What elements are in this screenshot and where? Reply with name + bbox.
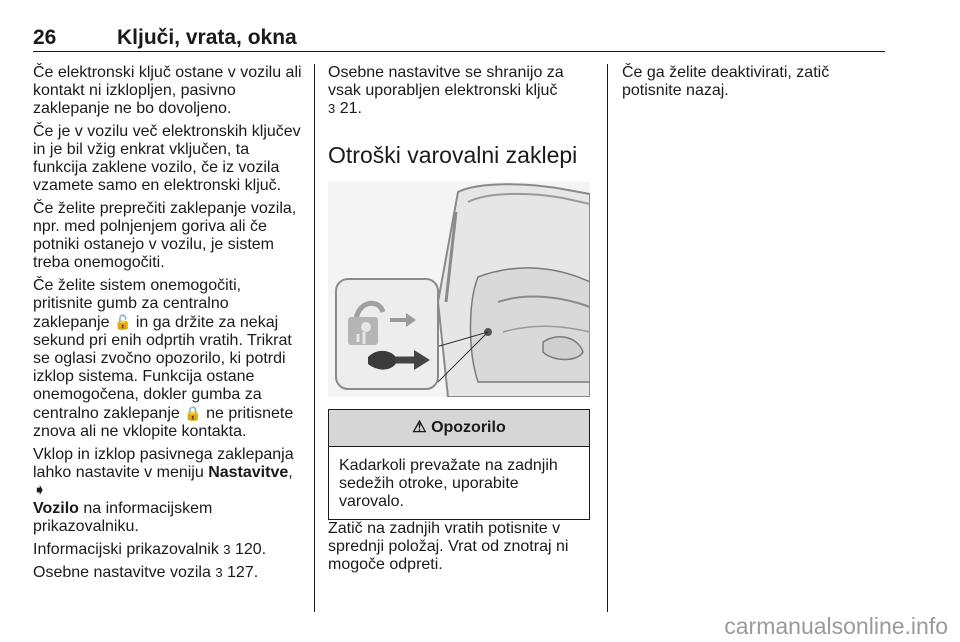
header-divider xyxy=(33,51,885,52)
column-2 xyxy=(328,64,596,579)
warning-header xyxy=(329,410,589,447)
page-ref-icon: 3 xyxy=(215,565,223,580)
paragraph xyxy=(33,446,303,536)
warning-icon: ⚠ xyxy=(412,419,427,436)
column-divider-1 xyxy=(314,64,315,612)
page-ref-icon: 3 xyxy=(328,101,336,116)
warning-text: Kadarkoli prevažate na zadnjih sedežih otroke, uporabite varovalo. xyxy=(339,457,558,510)
watermark: carmanualsonline.info xyxy=(724,613,948,639)
text: Informacijski prikazovalnik xyxy=(33,541,224,558)
warning-box xyxy=(328,409,590,520)
paragraph xyxy=(33,564,303,582)
column-1 xyxy=(33,64,303,587)
page-ref[interactable]: 21. xyxy=(339,100,362,117)
section-title: Ključi, vrata, okna xyxy=(117,26,297,49)
warning-title: Opozorilo xyxy=(431,419,506,436)
text: Osebne nastavitve vozila xyxy=(33,564,216,581)
page-header xyxy=(33,26,885,50)
page-ref[interactable]: 120. xyxy=(234,541,267,558)
menu-name-vehicle: Vozilo xyxy=(33,500,79,517)
paragraph: Zatič na zadnjih vratih potisnite v sprednji položaj. Vrat od znotraj ni mogoče odpreti. xyxy=(328,520,569,573)
paragraph xyxy=(328,64,596,118)
page-ref[interactable]: 127. xyxy=(227,564,259,581)
column-divider-2 xyxy=(607,64,608,612)
text: Osebne nastavitve se shranijo za vsak uporabljen elektronski ključ xyxy=(328,64,564,99)
paragraph: Če je v vozilu več elektronskih ključev in je bil vžig enkrat vključen, ta funkcija zaklene vozilo, če iz vozila vzamete samo en elektronski ključ. xyxy=(33,123,301,194)
menu-name-settings: Nastavitve xyxy=(208,464,289,481)
text: in ga držite za nekaj sekund pri enih odprtih vratih. Trikrat se oglasi zvočno opozorilo, ki potrdi izklop sistema. Funkcija ostane onemogočena, dokler gumba za centralno zaklepanje xyxy=(33,314,292,422)
section-heading: Otroški varovalni zaklepi xyxy=(328,142,578,168)
text: ne pritisnete znova ali ne vklopite kontakta. xyxy=(33,405,294,440)
text: na informacijskem prikazovalniku. xyxy=(33,500,213,535)
text: Vklop in izklop pasivnega zaklepanja lahko nastavite v meniju xyxy=(33,446,294,481)
text: Če želite sistem onemogočiti, pritisnite gumb za centralno zaklepanje xyxy=(33,277,242,331)
unlock-icon: 🔓 xyxy=(113,314,132,330)
child-lock-illustration xyxy=(328,182,590,397)
paragraph: Če ga želite deaktivirati, zatič potisnite nazaj. xyxy=(622,64,830,99)
paragraph: Če želite preprečiti zaklepanje vozila, npr. med polnjenjem goriva ali če potniki ostanejo v vozilu, je sistem treba onemogočiti. xyxy=(33,200,297,271)
page-ref-icon: 3 xyxy=(223,542,231,557)
column-3 xyxy=(622,64,884,105)
paragraph xyxy=(33,277,303,441)
paragraph xyxy=(33,541,303,559)
menu-arrow-icon: , ➧ xyxy=(33,464,293,499)
door-illustration-svg xyxy=(328,182,590,397)
paragraph: Če elektronski ključ ostane v vozilu ali kontakt ni izklopljen, pasivno zaklepanje ne bo dovoljeno. xyxy=(33,64,302,117)
lock-icon: 🔒 xyxy=(184,405,202,421)
page-number: 26 xyxy=(33,26,57,49)
